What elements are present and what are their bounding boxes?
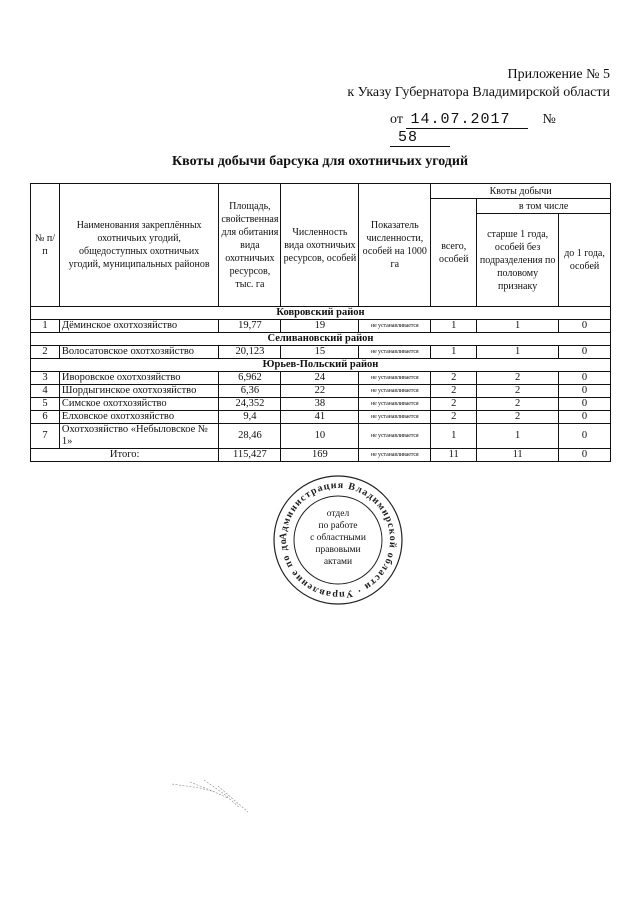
header-quota: Квоты добычи — [431, 184, 611, 199]
annex-header — [347, 66, 610, 102]
cell-population: 15 — [281, 346, 359, 359]
cell-area: 24,352 — [219, 398, 281, 411]
header-total: всего, особей — [431, 199, 477, 307]
cell-density: не устанавливается — [359, 346, 431, 359]
cell-density: не устанавливается — [359, 385, 431, 398]
official-stamp — [272, 474, 404, 606]
cell-older: 1 — [477, 320, 559, 333]
cell-area: 9,4 — [219, 411, 281, 424]
cell-total: 1 — [431, 320, 477, 333]
cell-older: 2 — [477, 372, 559, 385]
cell-name: Елховское охотхозяйство — [59, 411, 218, 424]
table-row — [31, 346, 611, 359]
cell-area: 19,77 — [219, 320, 281, 333]
header-area: Площадь, свойственная для обитания вида охотничьих ресурсов, тыс. га — [219, 184, 281, 307]
total-area: 115,427 — [219, 449, 281, 462]
cell-num: 4 — [31, 385, 60, 398]
cell-population: 41 — [281, 411, 359, 424]
cell-older: 2 — [477, 398, 559, 411]
table-row — [31, 372, 611, 385]
date-prefix: от — [390, 112, 403, 127]
cell-young: 0 — [559, 320, 611, 333]
section-row — [31, 307, 611, 320]
header-young: до 1 года, особей — [559, 214, 611, 307]
cell-num: 3 — [31, 372, 60, 385]
cell-area: 6,962 — [219, 372, 281, 385]
stamp-line: с областными — [310, 533, 366, 543]
pencil-mark — [170, 778, 260, 823]
cell-area: 28,46 — [219, 424, 281, 449]
decree-date: 14.07.2017 — [406, 111, 528, 129]
cell-older: 1 — [477, 424, 559, 449]
cell-area: 6,36 — [219, 385, 281, 398]
stamp-line: отдел — [326, 509, 350, 519]
cell-total: 1 — [431, 424, 477, 449]
section-row — [31, 359, 611, 372]
number-prefix: № — [542, 112, 556, 127]
cell-young: 0 — [559, 398, 611, 411]
annex-reference: к Указу Губернатора Владимирской области — [347, 85, 610, 100]
header-name: Наименования закреплённых охотничьих угодий, общедоступных охотничьих угодий, муниципальных районов — [59, 184, 218, 307]
total-total: 11 — [431, 449, 477, 462]
stamp-line: правовыми — [315, 545, 361, 555]
cell-population: 24 — [281, 372, 359, 385]
cell-total: 2 — [431, 385, 477, 398]
header-num: № п/п — [31, 184, 60, 307]
section-name: Селивановский район — [31, 333, 611, 346]
decree-date-number — [390, 111, 612, 147]
table-row — [31, 320, 611, 333]
header-older: старше 1 года, особей без подразделения по половому признаку — [477, 214, 559, 307]
table-row — [31, 424, 611, 449]
section-name: Ковровский район — [31, 307, 611, 320]
cell-density: не устанавливается — [359, 398, 431, 411]
header-density: Показатель численности, особей на 1000 га — [359, 184, 431, 307]
total-label: Итого: — [31, 449, 219, 462]
cell-total: 1 — [431, 346, 477, 359]
cell-young: 0 — [559, 411, 611, 424]
cell-name: Иворовское охотхозяйство — [59, 372, 218, 385]
cell-total: 2 — [431, 372, 477, 385]
table-row — [31, 385, 611, 398]
cell-density: не устанавливается — [359, 424, 431, 449]
stamp-line: актами — [323, 557, 353, 567]
total-density: не устанавливается — [359, 449, 431, 462]
total-population: 169 — [281, 449, 359, 462]
stamp-ring-text: Администрация Владимирской области · Управление по до — [277, 479, 399, 601]
table-row — [31, 411, 611, 424]
cell-population: 22 — [281, 385, 359, 398]
cell-num: 2 — [31, 346, 60, 359]
cell-population: 10 — [281, 424, 359, 449]
cell-num: 6 — [31, 411, 60, 424]
total-row — [31, 449, 611, 462]
decree-number: 58 — [390, 129, 450, 147]
total-young: 0 — [559, 449, 611, 462]
document-title: Квоты добычи барсука для охотничьих угодий — [171, 154, 469, 169]
cell-older: 2 — [477, 385, 559, 398]
section-row — [31, 333, 611, 346]
quota-table — [30, 183, 611, 462]
header-population: Численность вида охотничьих ресурсов, особей — [281, 184, 359, 307]
header-including: в том числе — [477, 199, 611, 214]
cell-area: 20,123 — [219, 346, 281, 359]
cell-total: 2 — [431, 411, 477, 424]
table-row — [31, 398, 611, 411]
stamp-line: по работе — [318, 521, 358, 531]
cell-density: не устанавливается — [359, 411, 431, 424]
total-older: 11 — [477, 449, 559, 462]
cell-young: 0 — [559, 372, 611, 385]
stamp-inner-text — [272, 508, 404, 568]
cell-total: 2 — [431, 398, 477, 411]
cell-name: Дёминское охотхозяйство — [59, 320, 218, 333]
cell-older: 1 — [477, 346, 559, 359]
cell-num: 1 — [31, 320, 60, 333]
cell-young: 0 — [559, 385, 611, 398]
table-header — [31, 184, 611, 307]
table-body — [31, 307, 611, 462]
cell-young: 0 — [559, 346, 611, 359]
section-name: Юрьев-Польский район — [31, 359, 611, 372]
cell-density: не устанавливается — [359, 320, 431, 333]
cell-name: Волосатовское охотхозяйство — [59, 346, 218, 359]
cell-population: 38 — [281, 398, 359, 411]
cell-name: Симское охотхозяйство — [59, 398, 218, 411]
cell-density: не устанавливается — [359, 372, 431, 385]
cell-num: 5 — [31, 398, 60, 411]
cell-name: Шордыгинское охотхозяйство — [59, 385, 218, 398]
cell-older: 2 — [477, 411, 559, 424]
cell-young: 0 — [559, 424, 611, 449]
cell-population: 19 — [281, 320, 359, 333]
annex-number: Приложение № 5 — [507, 67, 610, 82]
cell-num: 7 — [31, 424, 60, 449]
cell-name: Охотхозяйство «Небыловское № 1» — [59, 424, 218, 449]
